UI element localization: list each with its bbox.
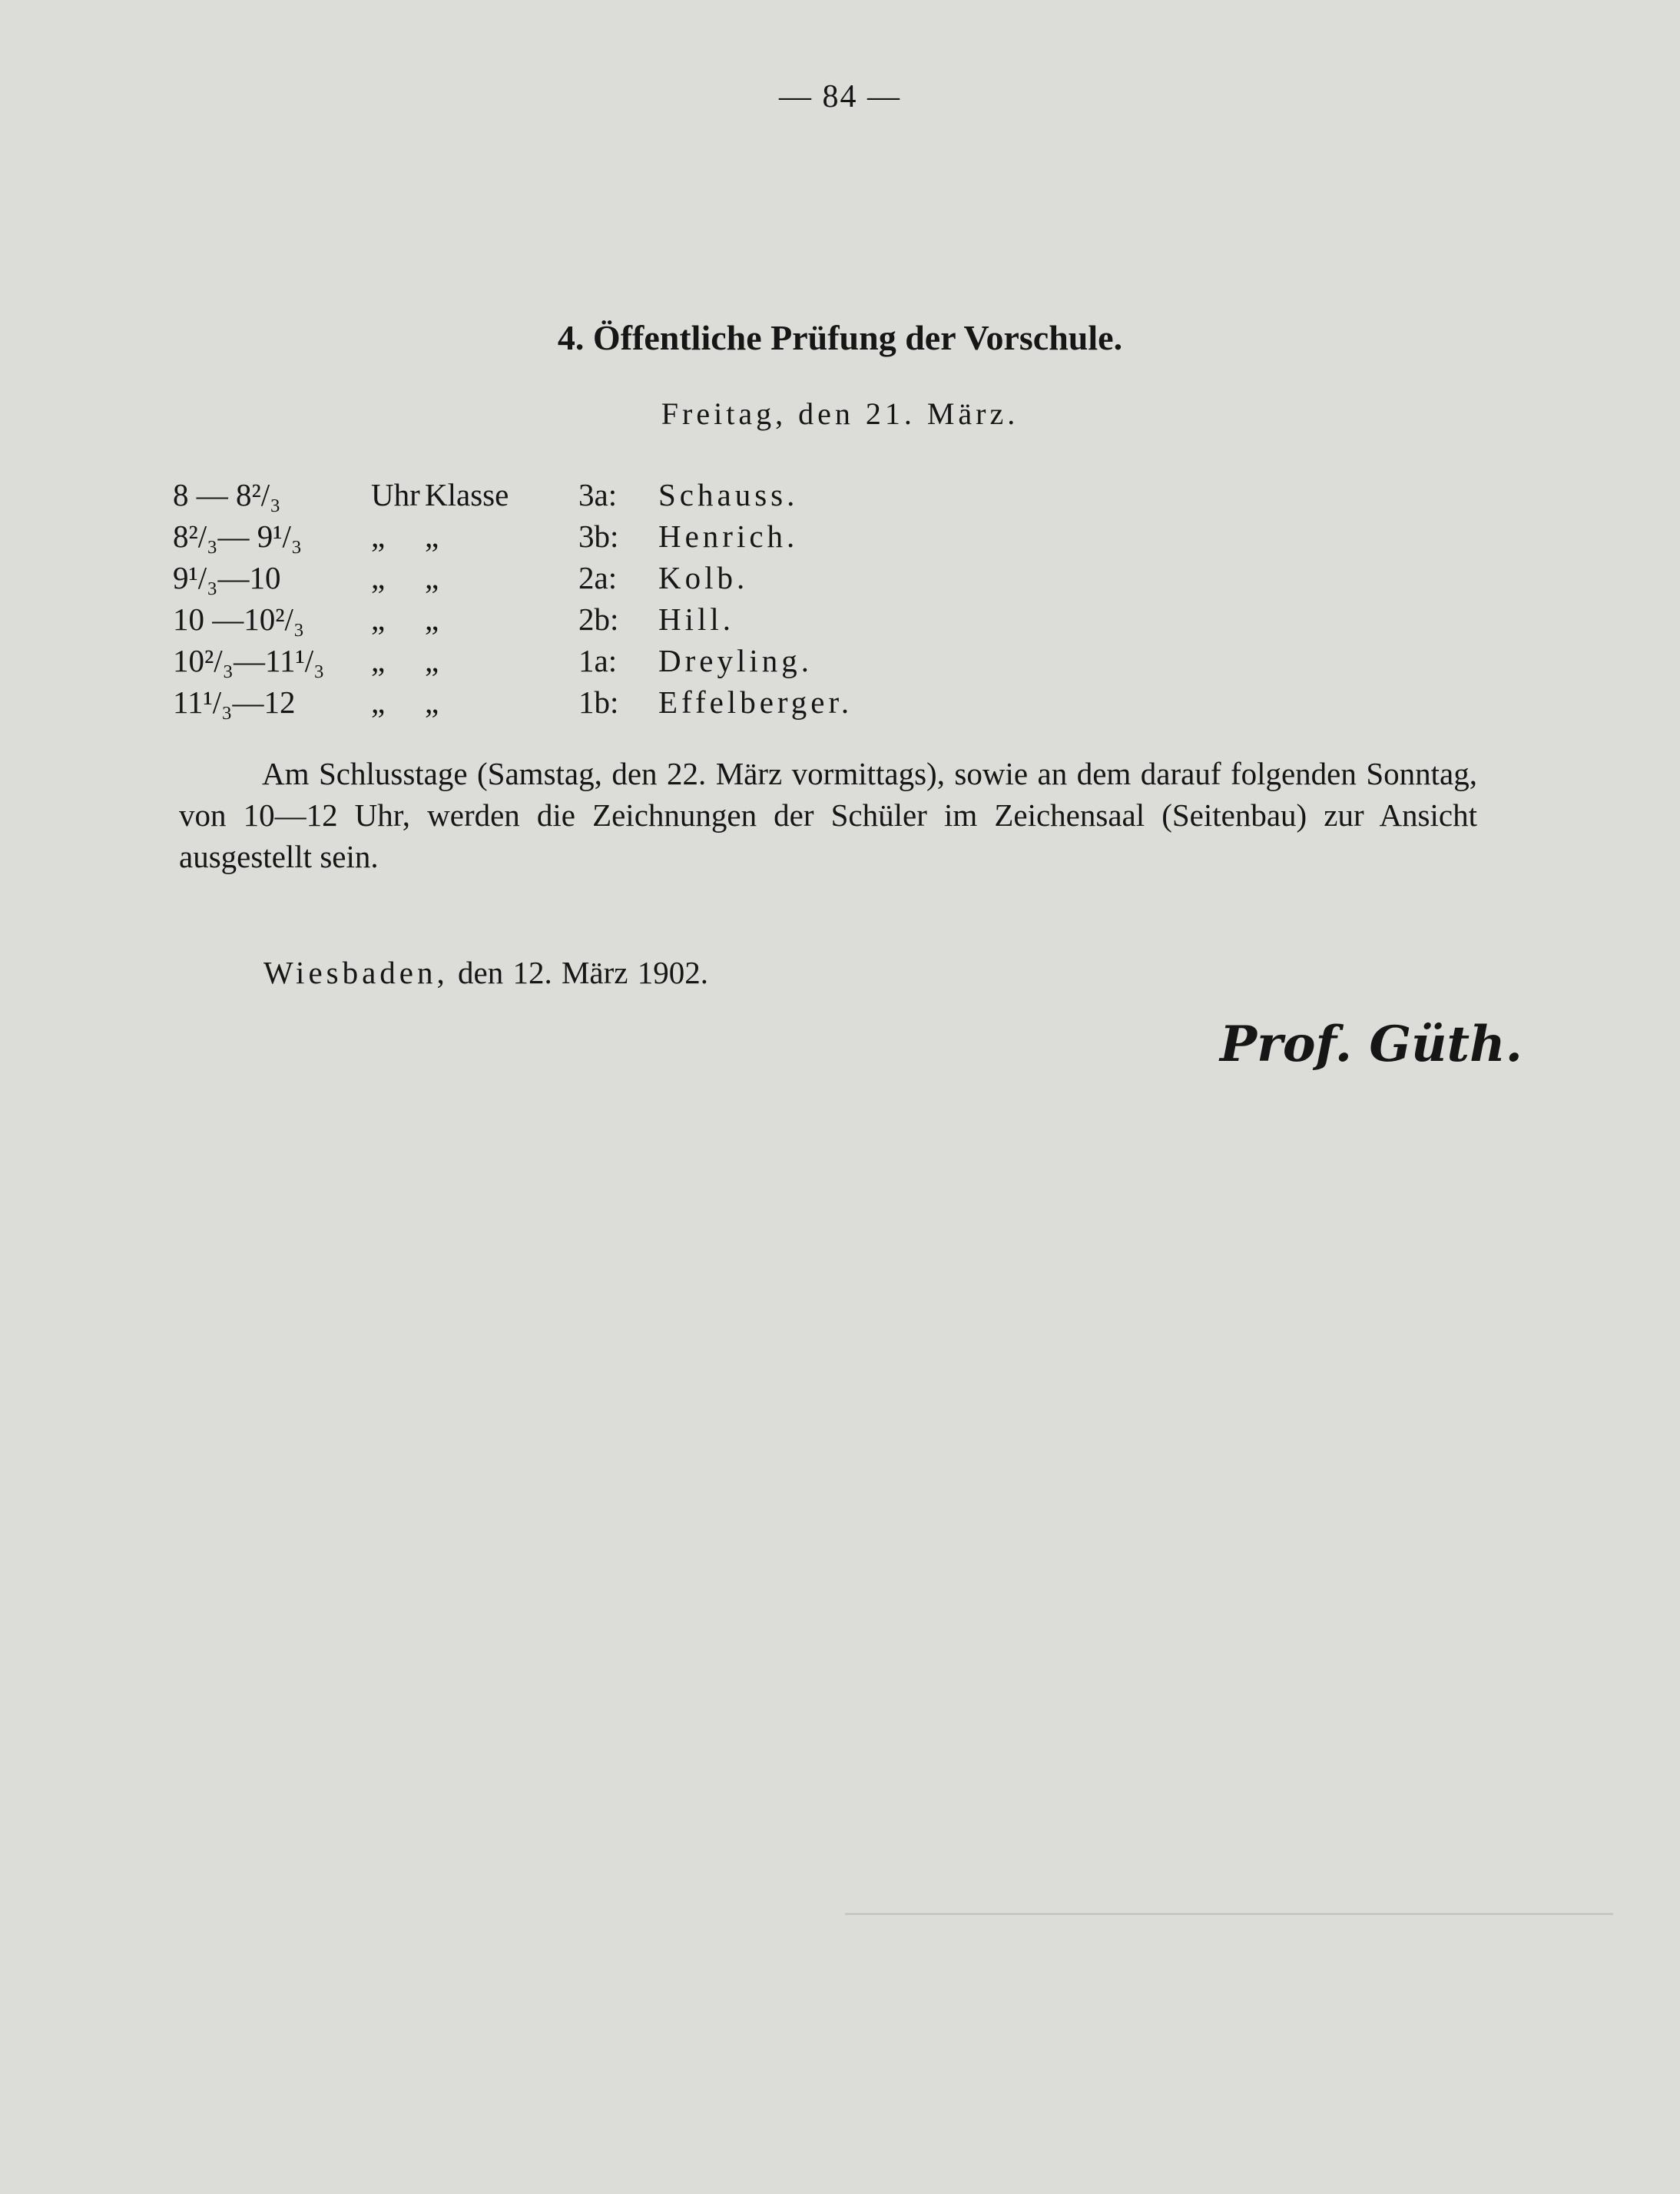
time-unit: „: [371, 643, 386, 678]
schedule-row: [173, 640, 853, 681]
exam-schedule-table: [173, 474, 853, 723]
time-slot: 10²/₃—11¹/₃: [173, 643, 325, 678]
exam-date: Freitag, den 21. März.: [661, 396, 1019, 431]
class-code: 2a:: [578, 560, 618, 595]
schedule-row: [173, 681, 853, 723]
schedule-row: [173, 515, 853, 557]
schedule-row: [173, 474, 853, 515]
class-code: 1b:: [578, 684, 619, 720]
place: Wiesbaden,: [263, 955, 449, 990]
teacher-name: Kolb.: [658, 560, 749, 595]
time-slot: 8²/₃— 9¹/₃: [173, 519, 303, 554]
section-heading: 4. Öffentliche Prüfung der Vorschule.: [557, 318, 1123, 357]
time-slot: 8 — 8²/₃: [173, 477, 281, 512]
time-unit: Uhr: [371, 477, 420, 512]
page-number: — 84 —: [779, 79, 901, 114]
time-slot: 10 —10²/₃: [173, 602, 305, 637]
time-slot: 9¹/₃—10: [173, 560, 281, 595]
class-code: 3b:: [578, 519, 619, 554]
teacher-name: Hill.: [658, 602, 735, 637]
closing-date: den 12. März 1902.: [458, 955, 708, 990]
exhibition-notice: Am Schlusstage (Samstag, den 22. März vormittags), sowie an dem darauf folgenden Sonntag, von 10—12 Uhr, werden die Zeichnungen der Schüler im Zeichensaal (Seitenbau) zur Ansicht ausgestellt sein.: [179, 756, 1477, 874]
schedule-row: [173, 598, 853, 640]
teacher-name: Dreyling.: [658, 643, 813, 678]
time-unit: „: [371, 602, 386, 637]
time-unit: „: [371, 560, 386, 595]
class-word: „: [425, 684, 439, 720]
time-unit: „: [371, 519, 386, 554]
class-code: 2b:: [578, 602, 619, 637]
class-word: „: [425, 602, 439, 637]
class-word: „: [425, 519, 439, 554]
divider-line: [845, 1913, 1613, 1915]
class-word: „: [425, 560, 439, 595]
teacher-name: Schauss.: [658, 477, 799, 512]
schedule-row: [173, 557, 853, 598]
place-date-line: [263, 954, 708, 991]
class-code: 3a:: [578, 477, 618, 512]
time-slot: 11¹/₃—12: [173, 684, 296, 720]
class-word: Klasse: [425, 477, 509, 512]
class-code: 1a:: [578, 643, 618, 678]
teacher-name: Effelberger.: [658, 684, 853, 720]
signature: Prof. Güth.: [1220, 1016, 1523, 1073]
teacher-name: Henrich.: [658, 519, 799, 554]
class-word: „: [425, 643, 439, 678]
time-unit: „: [371, 684, 386, 720]
